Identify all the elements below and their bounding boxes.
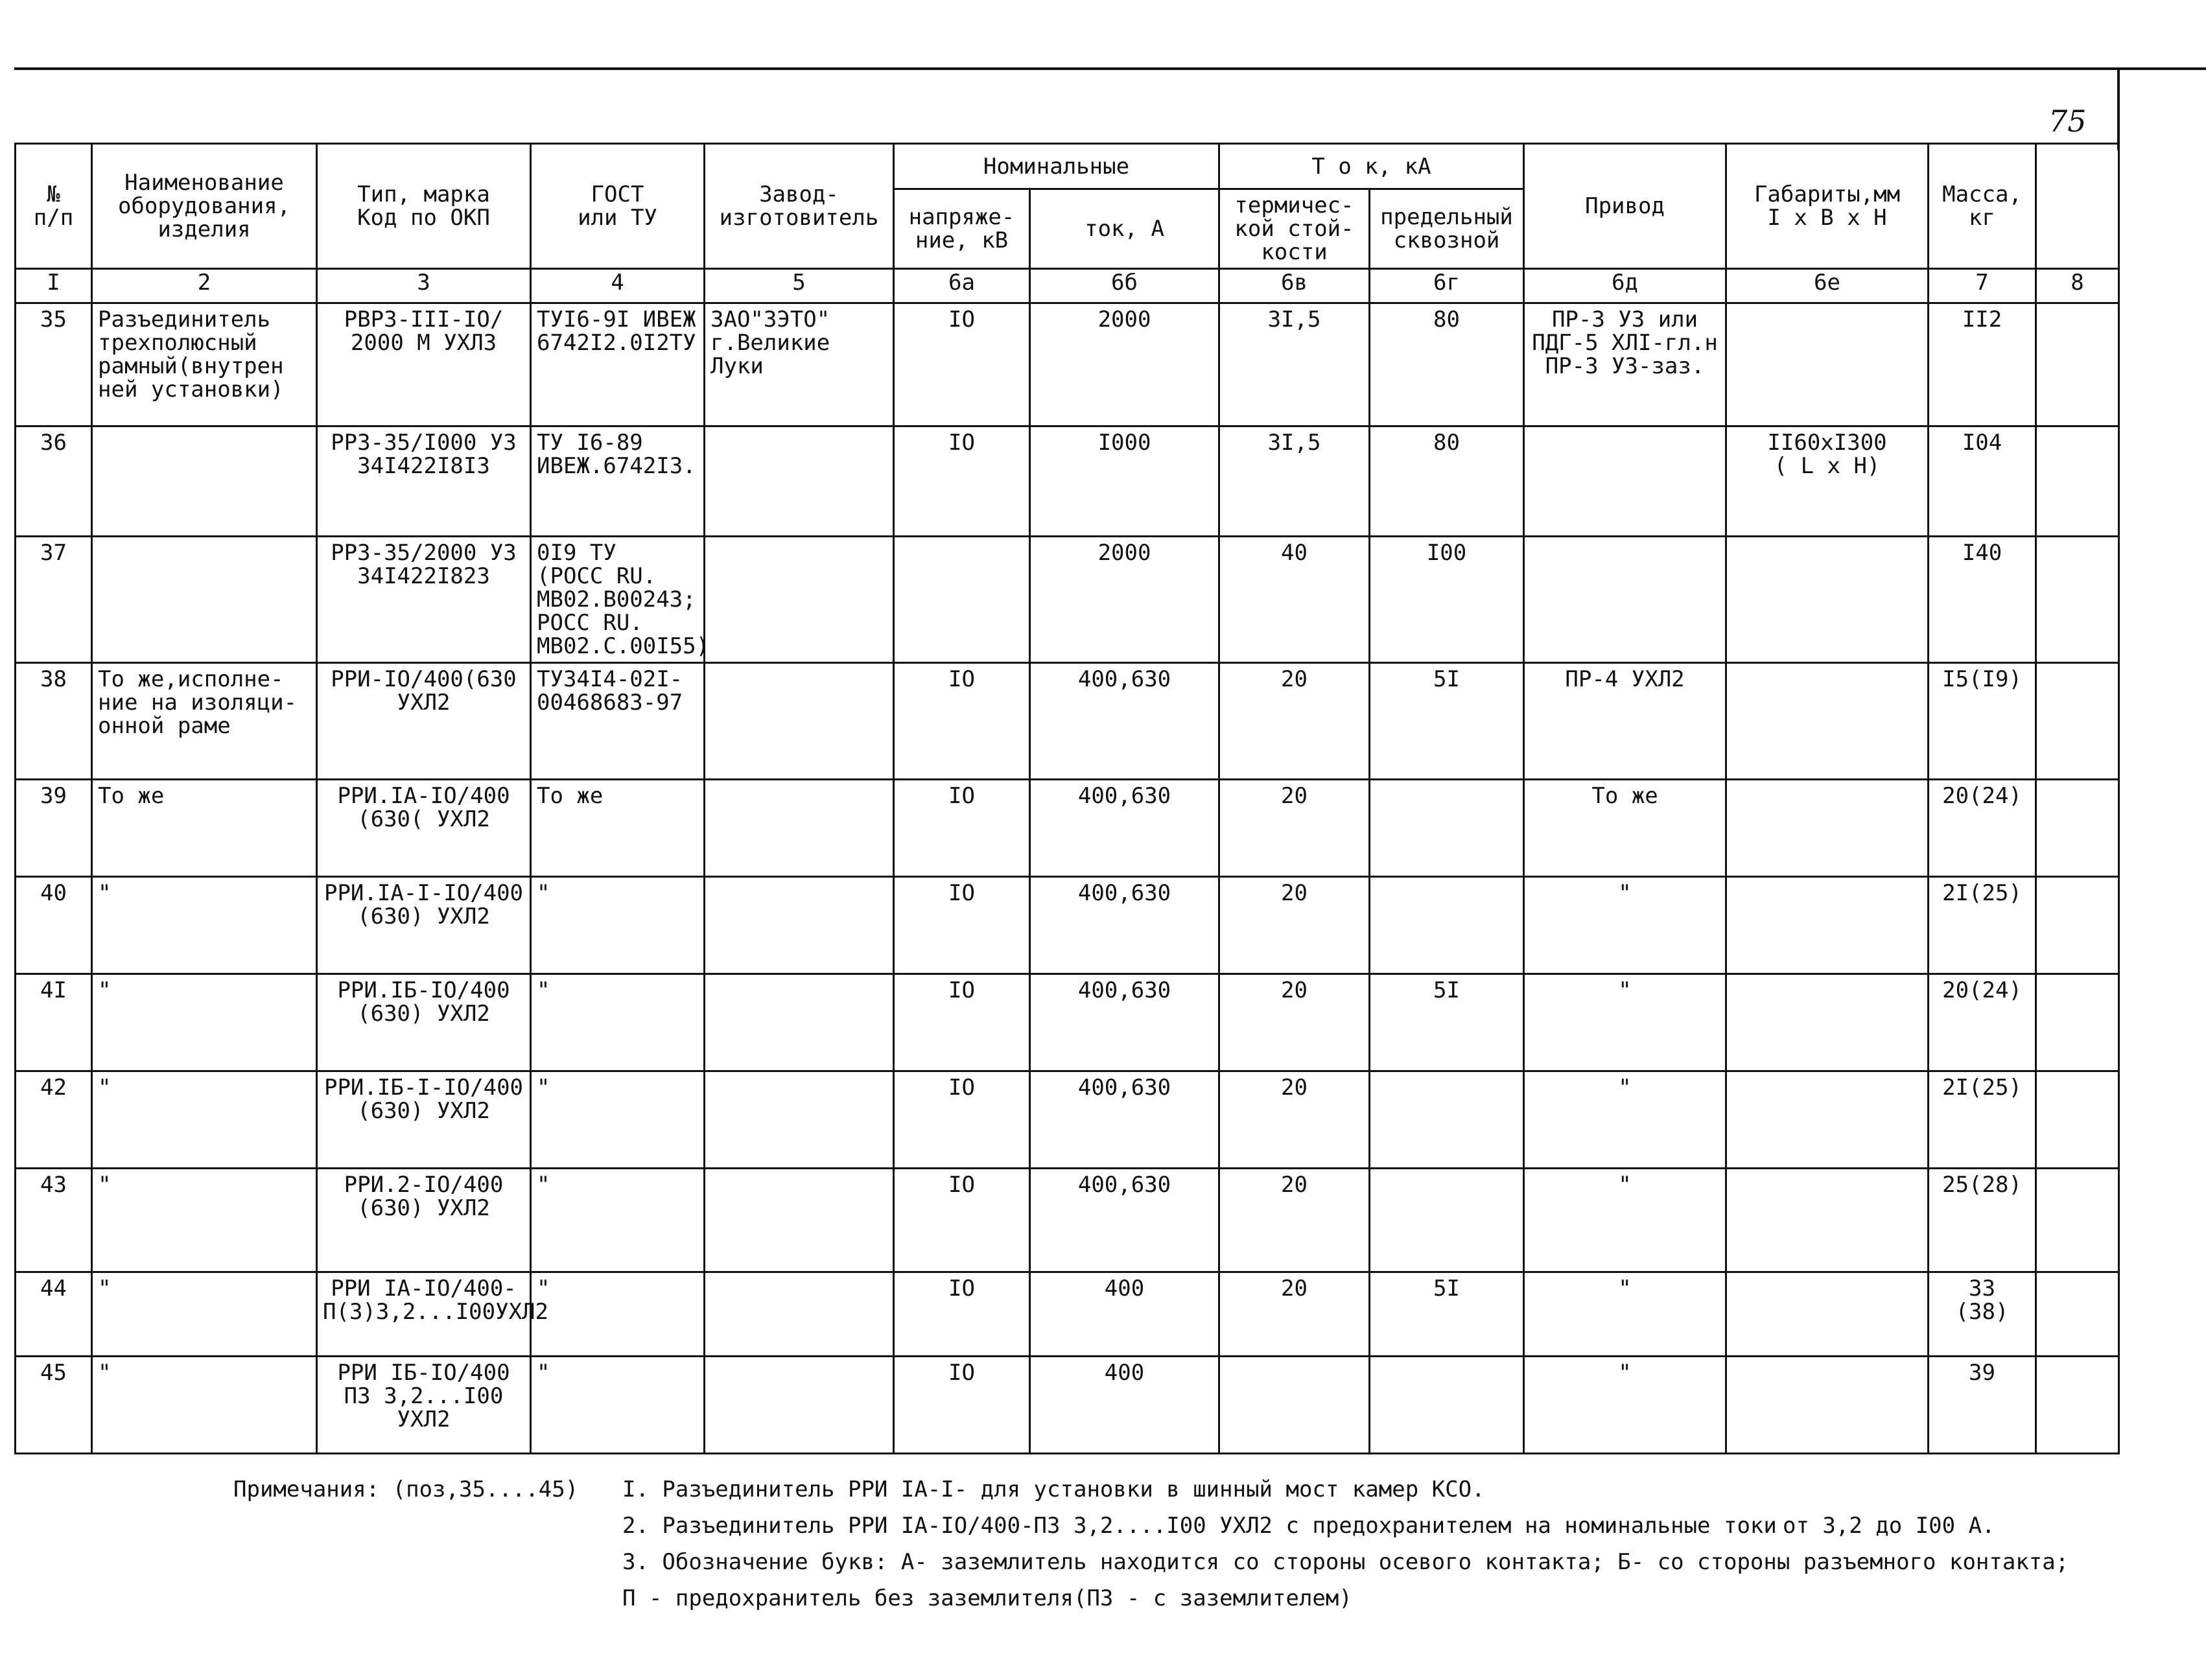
row-mass: I04 bbox=[1929, 426, 2036, 537]
row-type: РРИ.IБ-I-IO/400 (630) УХЛ2 bbox=[317, 1071, 531, 1169]
row-voltage: IO bbox=[894, 1357, 1030, 1454]
note-2: 2. Разъединитель РРИ IA-IO/400-ПЗ 3,2....I00 УХЛ2 с предохранителем на номинальные токи bbox=[622, 1513, 1777, 1539]
header-maker: Завод- изготовитель bbox=[705, 144, 894, 269]
row-number: 43 bbox=[16, 1169, 92, 1272]
row-through: I00 bbox=[1370, 537, 1524, 663]
row-thermal: 40 bbox=[1219, 537, 1370, 663]
row-dims bbox=[1726, 663, 1929, 780]
col-num-8: 8 bbox=[2036, 269, 2119, 303]
row-drive: " bbox=[1524, 1169, 1726, 1272]
header-through: предельный сквозной bbox=[1370, 189, 1524, 269]
row-current: 400 bbox=[1030, 1357, 1219, 1454]
row-dims bbox=[1726, 1272, 1929, 1357]
row-col8 bbox=[2036, 780, 2119, 877]
row-drive: ПР-3 УЗ или ПДГ-5 ХЛI-гл.н ПР-3 УЗ-заз. bbox=[1524, 303, 1726, 426]
row-thermal: 20 bbox=[1219, 877, 1370, 974]
row-type: РРИ.IA-IO/400 (630( УХЛ2 bbox=[317, 780, 531, 877]
row-voltage: IO bbox=[894, 663, 1030, 780]
row-col8 bbox=[2036, 537, 2119, 663]
row-dims bbox=[1726, 974, 1929, 1071]
row-thermal: 20 bbox=[1219, 1272, 1370, 1357]
header-dims: Габариты,мм I x B x H bbox=[1726, 144, 1929, 269]
row-col8 bbox=[2036, 877, 2119, 974]
row-dims bbox=[1726, 1357, 1929, 1454]
header-mass: Масса, кг bbox=[1929, 144, 2036, 269]
equipment-table bbox=[14, 143, 2120, 1454]
row-through: 80 bbox=[1370, 303, 1524, 426]
row-number: 37 bbox=[16, 537, 92, 663]
row-mass: II2 bbox=[1929, 303, 2036, 426]
row-thermal: 20 bbox=[1219, 663, 1370, 780]
col-num-1: I bbox=[16, 269, 92, 303]
row-mass: I40 bbox=[1929, 537, 2036, 663]
row-drive: " bbox=[1524, 1071, 1726, 1169]
header-type: Тип, марка Код по ОКП bbox=[317, 144, 531, 269]
row-mass: 2I(25) bbox=[1929, 877, 2036, 974]
row-drive bbox=[1524, 426, 1726, 537]
row-current: 400,630 bbox=[1030, 974, 1219, 1071]
notes-label: Примечания: (поз,35....45) bbox=[233, 1476, 579, 1502]
row-voltage: IO bbox=[894, 1071, 1030, 1169]
row-voltage: IO bbox=[894, 1169, 1030, 1272]
row-type: РРЗ-35/I000 УЗ 34I422I8I3 bbox=[317, 426, 531, 537]
table-row bbox=[16, 1071, 2119, 1169]
row-through: 80 bbox=[1370, 426, 1524, 537]
row-type: РРИ.IБ-IO/400 (630) УХЛ2 bbox=[317, 974, 531, 1071]
row-current: 400,630 bbox=[1030, 663, 1219, 780]
row-number: 38 bbox=[16, 663, 92, 780]
col-num-4: 4 bbox=[531, 269, 705, 303]
row-current: 400,630 bbox=[1030, 780, 1219, 877]
row-name: " bbox=[92, 1169, 317, 1272]
notes-items bbox=[622, 1471, 2178, 1616]
col-num-6v: 6в bbox=[1219, 269, 1370, 303]
row-current: 400,630 bbox=[1030, 1071, 1219, 1169]
row-thermal: 20 bbox=[1219, 1071, 1370, 1169]
row-current: I000 bbox=[1030, 426, 1219, 537]
row-number: 42 bbox=[16, 1071, 92, 1169]
row-gost: " bbox=[531, 877, 705, 974]
row-thermal: 20 bbox=[1219, 974, 1370, 1071]
row-mass: 33 (38) bbox=[1929, 1272, 2036, 1357]
row-voltage: IO bbox=[894, 974, 1030, 1071]
table-row bbox=[16, 537, 2119, 663]
row-mass: 20(24) bbox=[1929, 780, 2036, 877]
row-gost: " bbox=[531, 1071, 705, 1169]
col-num-6d: 6д bbox=[1524, 269, 1726, 303]
row-through bbox=[1370, 780, 1524, 877]
row-mass: 25(28) bbox=[1929, 1169, 2036, 1272]
table-row bbox=[16, 303, 2119, 426]
row-through bbox=[1370, 1071, 1524, 1169]
row-name bbox=[92, 426, 317, 537]
row-name: " bbox=[92, 1071, 317, 1169]
row-number: 36 bbox=[16, 426, 92, 537]
row-dims bbox=[1726, 537, 1929, 663]
row-gost: " bbox=[531, 1272, 705, 1357]
row-voltage: IO bbox=[894, 426, 1030, 537]
row-drive: " bbox=[1524, 877, 1726, 974]
row-dims bbox=[1726, 877, 1929, 974]
row-dims: II60xI300 ( L x H) bbox=[1726, 426, 1929, 537]
row-drive: ПР-4 УХЛ2 bbox=[1524, 663, 1726, 780]
col-num-2: 2 bbox=[92, 269, 317, 303]
col-num-3: 3 bbox=[317, 269, 531, 303]
row-maker bbox=[705, 877, 894, 974]
row-col8 bbox=[2036, 426, 2119, 537]
row-gost: ТУI6-9I ИВЕЖ 6742I2.0I2ТУ bbox=[531, 303, 705, 426]
row-current: 2000 bbox=[1030, 303, 1219, 426]
row-maker bbox=[705, 1169, 894, 1272]
row-voltage bbox=[894, 537, 1030, 663]
header-drive: Привод bbox=[1524, 144, 1726, 269]
row-name: " bbox=[92, 1357, 317, 1454]
header-nominal: Номинальные bbox=[894, 144, 1219, 189]
row-name: То же bbox=[92, 780, 317, 877]
row-voltage: IO bbox=[894, 303, 1030, 426]
row-through bbox=[1370, 1169, 1524, 1272]
row-mass: I5(I9) bbox=[1929, 663, 2036, 780]
table-row bbox=[16, 780, 2119, 877]
row-through: 5I bbox=[1370, 663, 1524, 780]
table-row bbox=[16, 663, 2119, 780]
row-current: 2000 bbox=[1030, 537, 1219, 663]
row-maker bbox=[705, 780, 894, 877]
row-col8 bbox=[2036, 1169, 2119, 1272]
row-dims bbox=[1726, 1169, 1929, 1272]
row-type: РРИ IБ-IO/400 ПЗ 3,2...I00 УХЛ2 bbox=[317, 1357, 531, 1454]
table-row bbox=[16, 426, 2119, 537]
col-num-6e: 6е bbox=[1726, 269, 1929, 303]
row-thermal: 20 bbox=[1219, 780, 1370, 877]
row-col8 bbox=[2036, 974, 2119, 1071]
row-dims bbox=[1726, 780, 1929, 877]
top-rule bbox=[14, 67, 2206, 70]
row-type: РРИ.2-IO/400 (630) УХЛ2 bbox=[317, 1169, 531, 1272]
row-number: 40 bbox=[16, 877, 92, 974]
note-1: I. Разъединитель РРИ IA-I- для установки в шинный мост камер КСО. bbox=[622, 1476, 1485, 1502]
row-dims bbox=[1726, 1071, 1929, 1169]
header-voltage: напряже- ние, кВ bbox=[894, 189, 1030, 269]
page-number-box-rule bbox=[2117, 67, 2120, 150]
row-voltage: IO bbox=[894, 1272, 1030, 1357]
table-row bbox=[16, 877, 2119, 974]
header-current: ток, А bbox=[1030, 189, 1219, 269]
row-col8 bbox=[2036, 303, 2119, 426]
row-type: РРИ IA-IO/400- П(З)3,2...I00УХЛ2 bbox=[317, 1272, 531, 1357]
row-type: РРИ.IA-I-IO/400 (630) УХЛ2 bbox=[317, 877, 531, 974]
table-row bbox=[16, 1357, 2119, 1454]
row-drive: " bbox=[1524, 974, 1726, 1071]
row-maker bbox=[705, 663, 894, 780]
row-through: 5I bbox=[1370, 1272, 1524, 1357]
row-number: 4I bbox=[16, 974, 92, 1071]
note-3-cont: П - предохранитель без заземлителя(ПЗ - с заземлителем) bbox=[622, 1585, 1352, 1611]
row-gost: ТУ I6-89 ИВЕЖ.6742I3. bbox=[531, 426, 705, 537]
row-thermal: 3I,5 bbox=[1219, 303, 1370, 426]
table-row bbox=[16, 974, 2119, 1071]
header-no: № п/п bbox=[16, 144, 92, 269]
row-col8 bbox=[2036, 663, 2119, 780]
table-row bbox=[16, 1272, 2119, 1357]
col-num-6g: 6г bbox=[1370, 269, 1524, 303]
row-maker bbox=[705, 974, 894, 1071]
row-type: РРЗ-35/2000 УЗ 34I422I823 bbox=[317, 537, 531, 663]
row-mass: 2I(25) bbox=[1929, 1071, 2036, 1169]
row-maker bbox=[705, 426, 894, 537]
header-name: Наименование оборудования, изделия bbox=[92, 144, 317, 269]
row-thermal: 20 bbox=[1219, 1169, 1370, 1272]
row-gost: " bbox=[531, 1169, 705, 1272]
col-num-7: 7 bbox=[1929, 269, 2036, 303]
row-drive: " bbox=[1524, 1357, 1726, 1454]
column-number-row bbox=[16, 269, 2119, 303]
row-number: 45 bbox=[16, 1357, 92, 1454]
row-thermal bbox=[1219, 1357, 1370, 1454]
table-row bbox=[16, 1169, 2119, 1272]
header-col8 bbox=[2036, 144, 2119, 269]
row-maker: ЗАО"ЗЭТО" г.Великие Луки bbox=[705, 303, 894, 426]
row-gost: ТУЗ4I4-02I- 00468683-97 bbox=[531, 663, 705, 780]
row-drive: То же bbox=[1524, 780, 1726, 877]
row-name: " bbox=[92, 877, 317, 974]
row-maker bbox=[705, 1071, 894, 1169]
row-current: 400 bbox=[1030, 1272, 1219, 1357]
row-type: РРИ-IO/400(630 УХЛ2 bbox=[317, 663, 531, 780]
row-voltage: IO bbox=[894, 780, 1030, 877]
row-col8 bbox=[2036, 1357, 2119, 1454]
row-gost: " bbox=[531, 974, 705, 1071]
row-maker bbox=[705, 1357, 894, 1454]
row-drive bbox=[1524, 537, 1726, 663]
header-tok: Т о к, кА bbox=[1219, 144, 1524, 189]
row-voltage: IO bbox=[894, 877, 1030, 974]
row-col8 bbox=[2036, 1272, 2119, 1357]
page-number: 75 bbox=[2048, 104, 2087, 139]
row-thermal: 3I,5 bbox=[1219, 426, 1370, 537]
col-num-6a: 6а bbox=[894, 269, 1030, 303]
row-gost: То же bbox=[531, 780, 705, 877]
row-drive: " bbox=[1524, 1272, 1726, 1357]
row-maker bbox=[705, 537, 894, 663]
row-name: " bbox=[92, 974, 317, 1071]
row-through bbox=[1370, 1357, 1524, 1454]
row-col8 bbox=[2036, 1071, 2119, 1169]
header-gost: ГОСТ или ТУ bbox=[531, 144, 705, 269]
row-number: 44 bbox=[16, 1272, 92, 1357]
col-num-5: 5 bbox=[705, 269, 894, 303]
note-2-line bbox=[622, 1508, 2178, 1544]
row-name: " bbox=[92, 1272, 317, 1357]
row-name: То же,исполне- ние на изоляци- онной раме bbox=[92, 663, 317, 780]
note-3: 3. Обозначение букв: А- заземлитель находится со стороны осевого контакта; Б- со стороны разъемного контакта; bbox=[622, 1549, 2069, 1575]
row-current: 400,630 bbox=[1030, 1169, 1219, 1272]
row-type: РВРЗ-III-IO/ 2000 М УХЛЗ bbox=[317, 303, 531, 426]
row-mass: 39 bbox=[1929, 1357, 2036, 1454]
row-gost: " bbox=[531, 1357, 705, 1454]
row-name: Разъединитель трехполюсный рамный(внутрен ней установки) bbox=[92, 303, 317, 426]
col-num-6b: 6б bbox=[1030, 269, 1219, 303]
row-maker bbox=[705, 1272, 894, 1357]
row-number: 35 bbox=[16, 303, 92, 426]
row-through: 5I bbox=[1370, 974, 1524, 1071]
row-dims bbox=[1726, 303, 1929, 426]
row-mass: 20(24) bbox=[1929, 974, 2036, 1071]
header-thermal: термичес- кой стой- кости bbox=[1219, 189, 1370, 269]
row-current: 400,630 bbox=[1030, 877, 1219, 974]
note-2-range: от 3,2 до I00 А. bbox=[1783, 1513, 1995, 1539]
header-row bbox=[16, 144, 2119, 189]
row-name bbox=[92, 537, 317, 663]
row-number: 39 bbox=[16, 780, 92, 877]
row-gost: 0I9 ТУ (РОСС RU. МВ02.В00243; РОСС RU. МВ02.С.00I55) bbox=[531, 537, 705, 663]
row-through bbox=[1370, 877, 1524, 974]
